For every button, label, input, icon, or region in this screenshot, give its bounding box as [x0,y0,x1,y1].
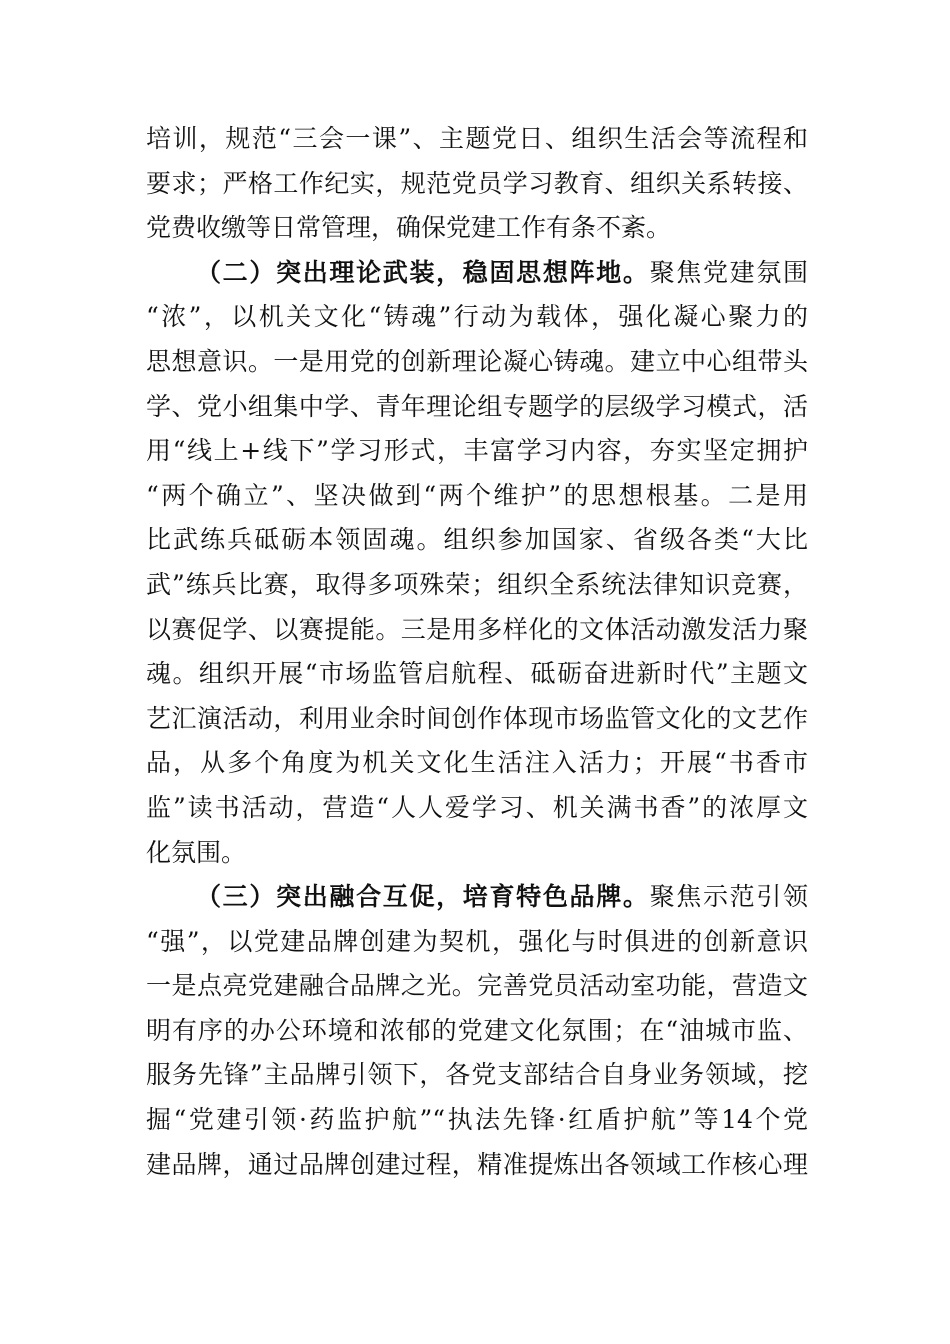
paragraph-line: 化氛围。 [146,837,247,867]
paragraph-line: 建品牌，通过品牌创建过程，精准提炼出各领域工作核心理 [146,1149,808,1179]
paragraph-line: 以赛促学、以赛提能。三是用多样化的文体活动激发活力聚 [146,614,808,644]
paragraph-line: 思想意识。一是用党的创新理论凝心铸魂。建立中心组带头 [146,346,808,376]
paragraph-training-norms [146,117,808,251]
paragraph-line: “两个确立”、坚决做到“两个维护”的思想根基。二是用 [146,480,808,510]
paragraph-line: “强”，以党建品牌创建为契机，强化与时俱进的创新意识 [146,926,808,956]
paragraph-line: 用“线上+线下”学习形式，丰富学习内容，夯实坚定拥护 [146,436,808,466]
paragraph-line: “浓”，以机关文化“铸魂”行动为载体，强化凝心聚力的 [146,302,808,332]
paragraph-first-line [146,875,808,920]
paragraph-integration-brand [146,875,808,1187]
paragraph-first-line [146,251,808,296]
paragraph-line: 一是点亮党建融合品牌之光。完善党员活动室功能，营造文 [146,971,808,1001]
paragraph-text: 聚焦示范引领 [649,882,808,912]
paragraph-line: 魂。组织开展“市场监管启航程、砥砺奋进新时代”主题文 [146,659,808,689]
paragraph-line: 要求；严格工作纪实，规范党员学习教育、组织关系转接、 [146,168,808,198]
section-heading: （三）突出融合互促，培育特色品牌。 [196,882,650,912]
paragraph-theory-armament [146,251,808,875]
paragraph-line: 学、党小组集中学、青年理论组专题学的层级学习模式，活 [146,391,808,421]
paragraph-line: 明有序的办公环境和浓郁的党建文化氛围；在“油城市监、 [146,1015,808,1045]
paragraph-line: 培训，规范“三会一课”、主题党日、组织生活会等流程和 [146,124,808,153]
section-heading: （二）突出理论武装，稳固思想阵地。 [196,257,650,287]
paragraph-text: 聚焦党建氛围 [649,257,808,287]
paragraph-line: 监”读书活动，营造“人人爱学习、机关满书香”的浓厚文 [146,792,808,822]
paragraph-line: 武”练兵比赛，取得多项殊荣；组织全系统法律知识竞赛， [146,569,808,599]
paragraph-line: 艺汇演活动，利用业余时间创作体现市场监管文化的文艺作 [146,703,808,733]
paragraph-line: 党费收缴等日常管理，确保党建工作有条不紊。 [146,213,672,243]
paragraph-line: 品，从多个角度为机关文化生活注入活力；开展“书香市 [146,748,808,778]
document-body [146,117,808,1187]
paragraph-line: 比武练兵砥砺本领固魂。组织参加国家、省级各类“大比 [146,525,808,555]
paragraph-line: 服务先锋”主品牌引领下，各党支部结合自身业务领域，挖 [146,1060,808,1090]
paragraph-line: 掘“党建引领·药监护航”“执法先锋·红盾护航”等14个党 [146,1105,808,1135]
